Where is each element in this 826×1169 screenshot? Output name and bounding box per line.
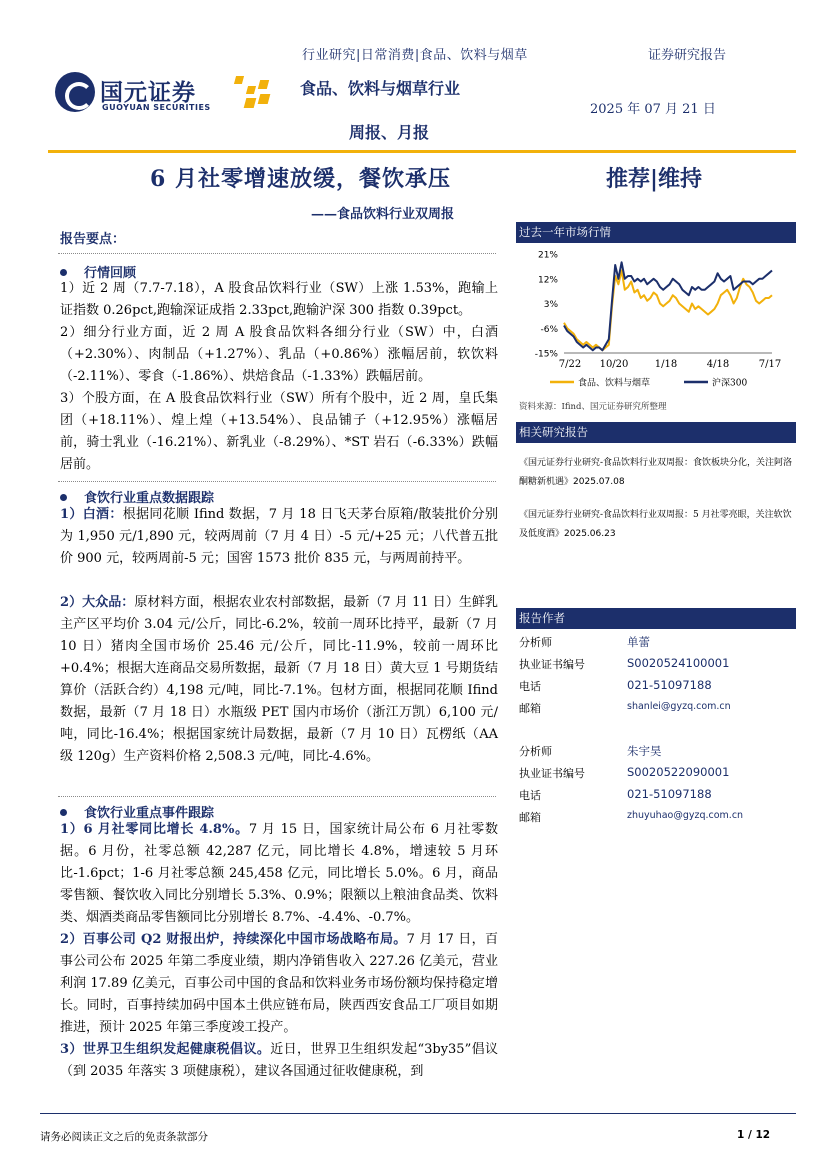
legend-label: 食品、饮料与烟草 xyxy=(578,378,651,389)
market-line-chart xyxy=(516,244,796,394)
related-report-title: 《国元证券行业研究-食品饮料行业双周报：5 月社零亮眼，关注软饮及低度酒》 xyxy=(519,510,792,539)
x-tick-label: 7/17 xyxy=(758,359,782,370)
footer-disclaimer: 请务必阅读正文之后的免责条款部分 xyxy=(40,1131,208,1143)
page-title: 6 月社零增速放缓，餐饮承压 xyxy=(150,166,451,192)
related-report-title: 《国元证券行业研究-食品饮料行业双周报：食饮板块分化，关注阿洛酮糖新机遇》 xyxy=(519,458,793,487)
logo-english-text: GUOYUAN SECURITIES xyxy=(102,103,211,112)
paragraph-text: 7 月 17 日，百事公司公布 2025 年第二季度业绩，期内净销售收入 227.26 亿美元，营业利润 17.89 亿美元，百事公司中国的食品和饮料业务市场份额均保持稳定增长。同时，百事持续加码中国本土供应链布局，陕西西安食品工厂项目如期推进，预计 2025 年第三季度竣工投产。 xyxy=(60,932,499,1035)
report-type: 证券研究报告 xyxy=(648,48,727,63)
paragraph: 1）近 2 周（7.7-7.18），A 股食品饮料行业（SW）上涨 1.53%，跑输上证指数 0.26pct,跑输深证成指 2.33pct,跑输沪深 300 指数 0.39pct。 xyxy=(60,281,498,318)
logo-decoration xyxy=(258,94,271,104)
email-label: 邮箱 xyxy=(519,702,541,715)
section-heading-text: 行情回顾 xyxy=(84,266,137,281)
x-tick-label: 10/20 xyxy=(599,359,629,370)
phone-number: 021-51097188 xyxy=(627,678,712,692)
footer-divider xyxy=(40,1113,796,1114)
paragraph xyxy=(60,592,498,768)
paragraph-text: 7 月 15 日，国家统计局公布 6 月社零数据。6 月份，社零总额 42,287 亿元，同比增长 4.8%，增速较 5 月环比-1.6pct；1-6 月社零总额 245,458 亿元，同比增长 5.0%。6 月，商品零售额、餐饮收入同比分别增长 5.3%、0.9%；限额以上粮油食品类、饮料类、烟酒类商品零售额同比分别增长 8.7%、-4.4%、-0.7%。 xyxy=(60,822,498,925)
report-kind: 周报、月报 xyxy=(349,123,430,142)
y-tick-label: 12% xyxy=(537,275,558,286)
email-label: 邮箱 xyxy=(519,811,541,824)
y-tick-label: 21% xyxy=(537,250,558,261)
section-divider xyxy=(58,253,496,254)
x-tick-label: 1/18 xyxy=(654,359,678,370)
logo-decoration xyxy=(234,76,244,84)
report-date: 2025 年 07 月 21 日 xyxy=(590,102,716,117)
paragraph xyxy=(60,819,498,929)
authors-title: 报告作者 xyxy=(516,608,796,629)
phone-label: 电话 xyxy=(519,680,541,693)
license-number: S0020524100001 xyxy=(627,656,730,670)
license-number: S0020522090001 xyxy=(627,765,730,779)
bullet-icon xyxy=(60,269,67,276)
page-number: 1 / 12 xyxy=(737,1129,771,1141)
license-label: 执业证书编号 xyxy=(519,767,585,780)
x-tick-label: 7/22 xyxy=(558,359,582,370)
industry-name: 食品、饮料与烟草行业 xyxy=(300,79,461,98)
paragraph-text: 近日，世界卫生组织发起“3by35”倡议（到 2035 年落实 3 项健康税），建议各国通过征收健康税，到 xyxy=(60,1042,498,1079)
logo-decoration xyxy=(258,80,269,89)
y-tick-label: 3% xyxy=(543,300,558,310)
phone-label: 电话 xyxy=(519,789,541,802)
email-address: zhuyuhao@gyzq.com.cn xyxy=(627,810,744,821)
company-logo xyxy=(55,70,270,122)
rating-badge: 推荐|维持 xyxy=(606,166,703,192)
section-divider xyxy=(58,796,496,797)
paragraph-lead: 3）世界卫生组织发起健康税倡议。 xyxy=(60,1042,271,1057)
paragraph xyxy=(60,504,498,570)
paragraph-text: 根据同花顺 Ifind 数据，7 月 18 日飞天茅台原箱/散装批价分别为 1,950 元/1,890 元，较两周前（7 月 4 日）-5 元/+25 元；八代普五批价 900 元，较两周前-5 元；国窖 1573 批价 835 元，与两周前持平。 xyxy=(60,507,498,566)
paragraph: 2）细分行业方面，近 2 周 A 股食品饮料各细分行业（SW）中，白酒（+2.30%）、肉制品（+1.27%）、乳品（+0.86%）涨幅居前，软饮料（-2.11%）、零食（-1.86%）、烘焙食品（-1.33%）跌幅居前。 xyxy=(60,325,498,384)
section-heading-text: 食饮行业重点数据跟踪 xyxy=(84,491,215,506)
logo-decoration xyxy=(244,98,257,108)
summary-heading: 报告要点： xyxy=(60,232,126,247)
report-category: 行业研究|日常消费|食品、饮料与烟草 xyxy=(302,48,528,63)
market-chart-title: 过去一年市场行情 xyxy=(516,222,796,243)
paragraph xyxy=(60,929,498,1039)
page-subtitle: ——食品饮料行业双周报 xyxy=(311,207,455,222)
phone-number: 021-51097188 xyxy=(627,787,712,801)
paragraph-lead: 2）百事公司 Q2 财报出炉，持续深化中国市场战略布局。 xyxy=(60,932,407,947)
paragraph-lead: 2）大众品： xyxy=(60,595,135,610)
y-tick-label: -15% xyxy=(534,349,558,360)
section-divider xyxy=(58,481,496,482)
license-label: 执业证书编号 xyxy=(519,658,585,671)
series-line-1 xyxy=(564,262,772,350)
author-name: 单蕾 xyxy=(627,635,650,649)
paragraph xyxy=(60,1039,498,1083)
chart-source: 资料来源：Ifind、国元证券研究所整理 xyxy=(519,402,667,412)
author-name: 朱宇昊 xyxy=(627,744,662,758)
email-address: shanlei@gyzq.com.cn xyxy=(627,701,731,712)
related-report-item xyxy=(519,454,796,492)
author-role-label: 分析师 xyxy=(519,636,552,649)
bullet-icon xyxy=(60,809,67,816)
author-role-label: 分析师 xyxy=(519,745,552,758)
section-heading-text: 食饮行业重点事件跟踪 xyxy=(84,806,215,821)
header-divider xyxy=(48,150,796,153)
related-reports-title: 相关研究报告 xyxy=(516,422,796,443)
x-tick-label: 4/18 xyxy=(706,359,730,370)
logo-decoration xyxy=(246,86,256,94)
related-report-item xyxy=(519,506,796,544)
paragraph-text: 原材料方面，根据农业农村部数据，最新（7 月 11 日）生鲜乳主产区平均价 3.04 元/公斤，同比-6.2%，较前一周环比持平，最新（7 月 10 日）猪肉全国市场价 25.46 元/公斤，同比-11.9%，较前一周环比+0.4%；根据大连商品交易所数据，最新（7 月 18 日）黄大豆 1 号期货结算价（活跃合约）4,198 元/吨，同比-7.1%。包材方面，根据同花顺 Ifind 数据，最新（7 月 18 日）水瓶级 PET 国内市场价（浙江万凯）6,100 元/吨，同比-16.4%；根据国家统计局数据，最新（7 月 10 日）瓦楞纸（AA 级 120g）生产资料价格 2,508.3 元/吨，同比-4.6%。 xyxy=(60,595,499,764)
related-report-date: 2025.06.23 xyxy=(564,529,616,539)
paragraph: 3）个股方面，在 A 股食品饮料行业（SW）所有个股中，近 2 周，皇氏集团（+18.11%）、煌上煌（+13.54%）、良品铺子（+12.95%）涨幅居前，骑士乳业（-16.21%）、新乳业（-8.29%）、*ST 岩石（-6.33%）跌幅居前。 xyxy=(60,391,498,472)
logo-icon xyxy=(55,72,95,112)
paragraph-lead: 1）白酒： xyxy=(60,507,123,522)
paragraph-lead: 1）6 月社零同比增长 4.8%。 xyxy=(60,822,249,837)
bullet-icon xyxy=(60,494,67,501)
y-tick-label: -6% xyxy=(540,324,558,335)
related-report-date: 2025.07.08 xyxy=(573,477,625,487)
logo-text: 国元证券 xyxy=(100,80,196,106)
legend-label: 沪深300 xyxy=(712,378,748,389)
